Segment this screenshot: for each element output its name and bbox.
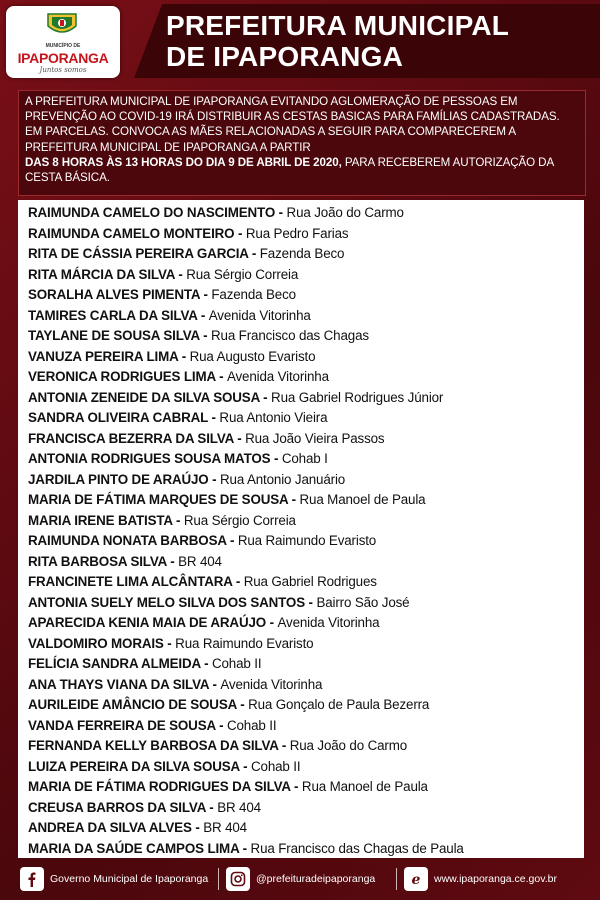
list-item <box>28 285 464 306</box>
person-name: ANTONIA RODRIGUES SOUSA MATOS <box>28 451 271 466</box>
list-item <box>28 552 464 573</box>
separator: - <box>208 676 221 692</box>
instagram-icon <box>226 867 250 891</box>
separator: - <box>233 430 246 446</box>
person-name: RAIMUNDA CAMELO MONTEIRO <box>28 225 235 241</box>
list-item <box>28 449 464 470</box>
separator: - <box>174 266 187 282</box>
list-item <box>28 388 464 409</box>
list-item <box>28 757 464 778</box>
logo-name: IPAPORANGA <box>17 50 109 66</box>
separator: - <box>236 697 249 712</box>
list-item <box>28 531 464 552</box>
person-name: VALDOMIRO MORAIS <box>28 635 164 651</box>
person-address: Rua Francisco das Chagas de Paula <box>250 840 464 856</box>
separator: - <box>199 287 212 302</box>
separator: - <box>172 512 184 528</box>
person-address: Cohab I <box>281 451 328 466</box>
separator: - <box>239 758 251 774</box>
separator: - <box>207 410 220 425</box>
separator: - <box>248 246 260 261</box>
person-name: MARIA DE FÁTIMA RODRIGUES DA SILVA <box>28 779 291 794</box>
separator: - <box>234 225 246 241</box>
person-name: CREUSA BARROS DA SILVA <box>28 799 206 815</box>
list-item <box>28 695 464 716</box>
separator: - <box>290 779 302 794</box>
footer-divider <box>396 868 397 890</box>
separator: - <box>178 348 190 364</box>
person-address: Avenida Vitorinha <box>277 615 380 630</box>
list-item <box>28 777 464 798</box>
footer <box>0 862 600 896</box>
person-address: Rua Antonio Vieira <box>219 410 328 425</box>
person-name: RITA DE CÁSSIA PEREIRA GARCIA <box>28 246 249 261</box>
municipality-logo <box>6 6 120 78</box>
person-address: Rua Gabriel Rodrigues <box>243 574 377 589</box>
list-item <box>28 306 464 327</box>
footer-divider <box>218 868 219 890</box>
list-item <box>28 675 464 696</box>
list-item <box>28 490 464 511</box>
person-address: Avenida Vitorinha <box>226 369 329 384</box>
instagram-text: @prefeituradeipaporanga <box>256 873 376 885</box>
person-address: Rua Sérgio Correia <box>186 266 299 282</box>
people-list <box>28 203 464 859</box>
person-name: ANDREA DA SILVA ALVES <box>28 820 192 835</box>
person-address: Rua Raimundo Evaristo <box>175 635 314 651</box>
list-item <box>28 593 464 614</box>
coat-of-arms-icon <box>44 12 80 38</box>
person-address: Rua João do Carmo <box>286 205 404 220</box>
people-list-box <box>18 200 584 858</box>
person-name: RAIMUNDA CAMELO DO NASCIMENTO <box>28 205 276 220</box>
person-address: Rua Pedro Farias <box>245 225 349 241</box>
list-item <box>28 347 464 368</box>
list-item <box>28 839 464 860</box>
separator: - <box>239 840 251 856</box>
list-item <box>28 634 464 655</box>
person-address: Bairro São José <box>316 594 410 610</box>
person-address: Cohab II <box>211 656 262 671</box>
list-item <box>28 736 464 757</box>
person-name: VERONICA RODRIGUES LIMA <box>28 369 216 384</box>
person-address: Rua Francisco das Chagas <box>211 328 369 343</box>
list-item <box>28 470 464 491</box>
person-name: MARIA DA SAÚDE CAMPOS LIMA <box>28 840 240 856</box>
person-name: JARDILA PINTO DE ARAÚJO <box>28 471 209 487</box>
person-name: RITA MÁRCIA DA SILVA <box>28 266 175 282</box>
separator: - <box>259 389 272 405</box>
list-item <box>28 408 464 429</box>
separator: - <box>215 717 227 733</box>
person-address: Rua Sérgio Correia <box>183 512 296 528</box>
title-line-1: PREFEITURA MUNICIPAL <box>166 10 510 41</box>
person-name: AURILEIDE AMÂNCIO DE SOUSA <box>28 697 237 712</box>
person-address: BR 404 <box>178 553 222 569</box>
person-address: BR 404 <box>217 799 261 815</box>
person-name: MARIA DE FÁTIMA MARQUES DE SOUSA <box>28 492 289 507</box>
person-address: Rua Raimundo Evaristo <box>237 533 377 548</box>
separator: - <box>208 471 221 487</box>
list-item <box>28 224 464 245</box>
separator: - <box>270 451 282 466</box>
person-name: FERNANDA KELLY BARBOSA DA SILVA <box>28 738 279 753</box>
person-name: FRANCINETE LIMA ALCÂNTARA <box>28 574 233 589</box>
list-item <box>28 326 464 347</box>
separator: - <box>163 635 176 651</box>
person-address: Fazenda Beco <box>259 246 345 261</box>
person-name: TAYLANE DE SOUSA SILVA <box>28 328 200 343</box>
separator: - <box>197 307 209 323</box>
person-address: Rua Gonçalo de Paula Bezerra <box>248 697 430 712</box>
footer-facebook[interactable] <box>20 866 208 892</box>
person-name: SANDRA OLIVEIRA CABRAL <box>28 410 208 425</box>
person-name: ANA THAYS VIANA DA SILVA <box>28 676 209 692</box>
person-address: Rua João Vieira Passos <box>245 430 385 446</box>
title-line-2: DE IPAPORANGA <box>166 41 403 72</box>
person-address: Rua Gabriel Rodrigues Júnior <box>271 389 444 405</box>
person-name: MARIA IRENE BATISTA <box>28 512 173 528</box>
person-name: APARECIDA KENIA MAIA DE ARAÚJO <box>28 615 267 630</box>
person-name: FELÍCIA SANDRA ALMEIDA <box>28 656 201 671</box>
list-item <box>28 818 464 839</box>
list-item <box>28 265 464 286</box>
person-name: RITA BARBOSA SILVA <box>28 553 167 569</box>
list-item <box>28 572 464 593</box>
person-address: Cohab II <box>251 758 301 774</box>
person-address: Rua Manoel de Paula <box>299 492 426 507</box>
person-name: VANUZA PEREIRA LIMA <box>28 348 179 364</box>
svg-text:e: e <box>411 872 421 887</box>
person-name: TAMIRES CARLA DA SILVA <box>28 307 198 323</box>
website-text: www.ipaporanga.ce.gov.br <box>434 873 557 885</box>
list-item <box>28 654 464 675</box>
person-name: RAIMUNDA NONATA BARBOSA <box>28 533 227 548</box>
separator: - <box>278 738 290 753</box>
person-address: BR 404 <box>203 820 247 835</box>
person-name: FRANCISCA BEZERRA DA SILVA <box>28 430 234 446</box>
facebook-icon <box>20 867 44 891</box>
separator: - <box>199 328 211 343</box>
separator: - <box>266 615 278 630</box>
facebook-text: Governo Municipal de Ipaporanga <box>50 873 209 885</box>
person-address: Rua Antonio Januário <box>220 471 346 487</box>
header <box>0 0 600 84</box>
person-name: SORALHA ALVES PIMENTA <box>28 287 200 302</box>
person-address: Avenida Vitorinha <box>208 307 311 323</box>
separator: - <box>288 492 300 507</box>
separator: - <box>226 533 238 548</box>
separator: - <box>275 205 287 220</box>
list-item <box>28 429 464 450</box>
page-title <box>166 10 509 72</box>
separator: - <box>215 369 227 384</box>
person-address: Rua Manoel de Paula <box>301 779 428 794</box>
logo-small-text: MUNICÍPIO DE <box>45 43 81 49</box>
list-item <box>28 511 464 532</box>
person-address: Rua Augusto Evaristo <box>189 348 316 364</box>
person-name: LUIZA PEREIRA DA SILVA SOUSA <box>28 758 240 774</box>
notice-text <box>19 91 585 185</box>
person-address: Avenida Vitorinha <box>220 676 323 692</box>
separator: - <box>304 594 317 610</box>
footer-website[interactable] <box>404 866 557 892</box>
person-address: Fazenda Beco <box>211 287 296 302</box>
person-address: Cohab II <box>226 717 277 733</box>
list-item <box>28 203 464 224</box>
list-item <box>28 716 464 737</box>
list-item <box>28 244 464 265</box>
separator: - <box>191 820 204 835</box>
separator: - <box>205 799 218 815</box>
separator: - <box>200 656 212 671</box>
person-name: VANDA FERREIRA DE SOUSA <box>28 717 216 733</box>
separator: - <box>232 574 244 589</box>
list-item <box>28 613 464 634</box>
footer-instagram[interactable] <box>226 866 375 892</box>
notice-bold: DAS 8 HORAS ÀS 13 HORAS DO DIA 9 DE ABRIL DE 2020, <box>25 155 342 169</box>
notice-part-1: A PREFEITURA MUNICIPAL DE IPAPORANGA EVITANDO AGLOMERAÇÃO DE PESSOAS EM PREVENÇÃO AO COVID-19 IRÁ DISTRIBUIR AS CESTAS BASICAS PARA FAMÍLIAS CADASTRADAS. EM PARCELAS. CONVOCA AS MÃES RELACIONADAS A SEGUIR PARA COMPARECEREM A PREFEITURA MUNICIPAL DE IPAPORANGA A PARTIR <box>25 95 560 154</box>
notice-box <box>18 90 586 196</box>
person-name: ANTONIA SUELY MELO SILVA DOS SANTOS <box>28 594 305 610</box>
person-name: ANTONIA ZENEIDE DA SILVA SOUSA <box>28 389 260 405</box>
logo-slogan: Juntos somos <box>39 66 87 74</box>
notice-part-2: PARA RECEBEREM AUTORIZAÇÃO DA CESTA BÁSICA. <box>25 155 554 185</box>
list-item <box>28 367 464 388</box>
separator: - <box>166 553 179 569</box>
person-address: Rua João do Carmo <box>289 738 408 753</box>
web-icon <box>404 867 428 891</box>
list-item <box>28 798 464 819</box>
